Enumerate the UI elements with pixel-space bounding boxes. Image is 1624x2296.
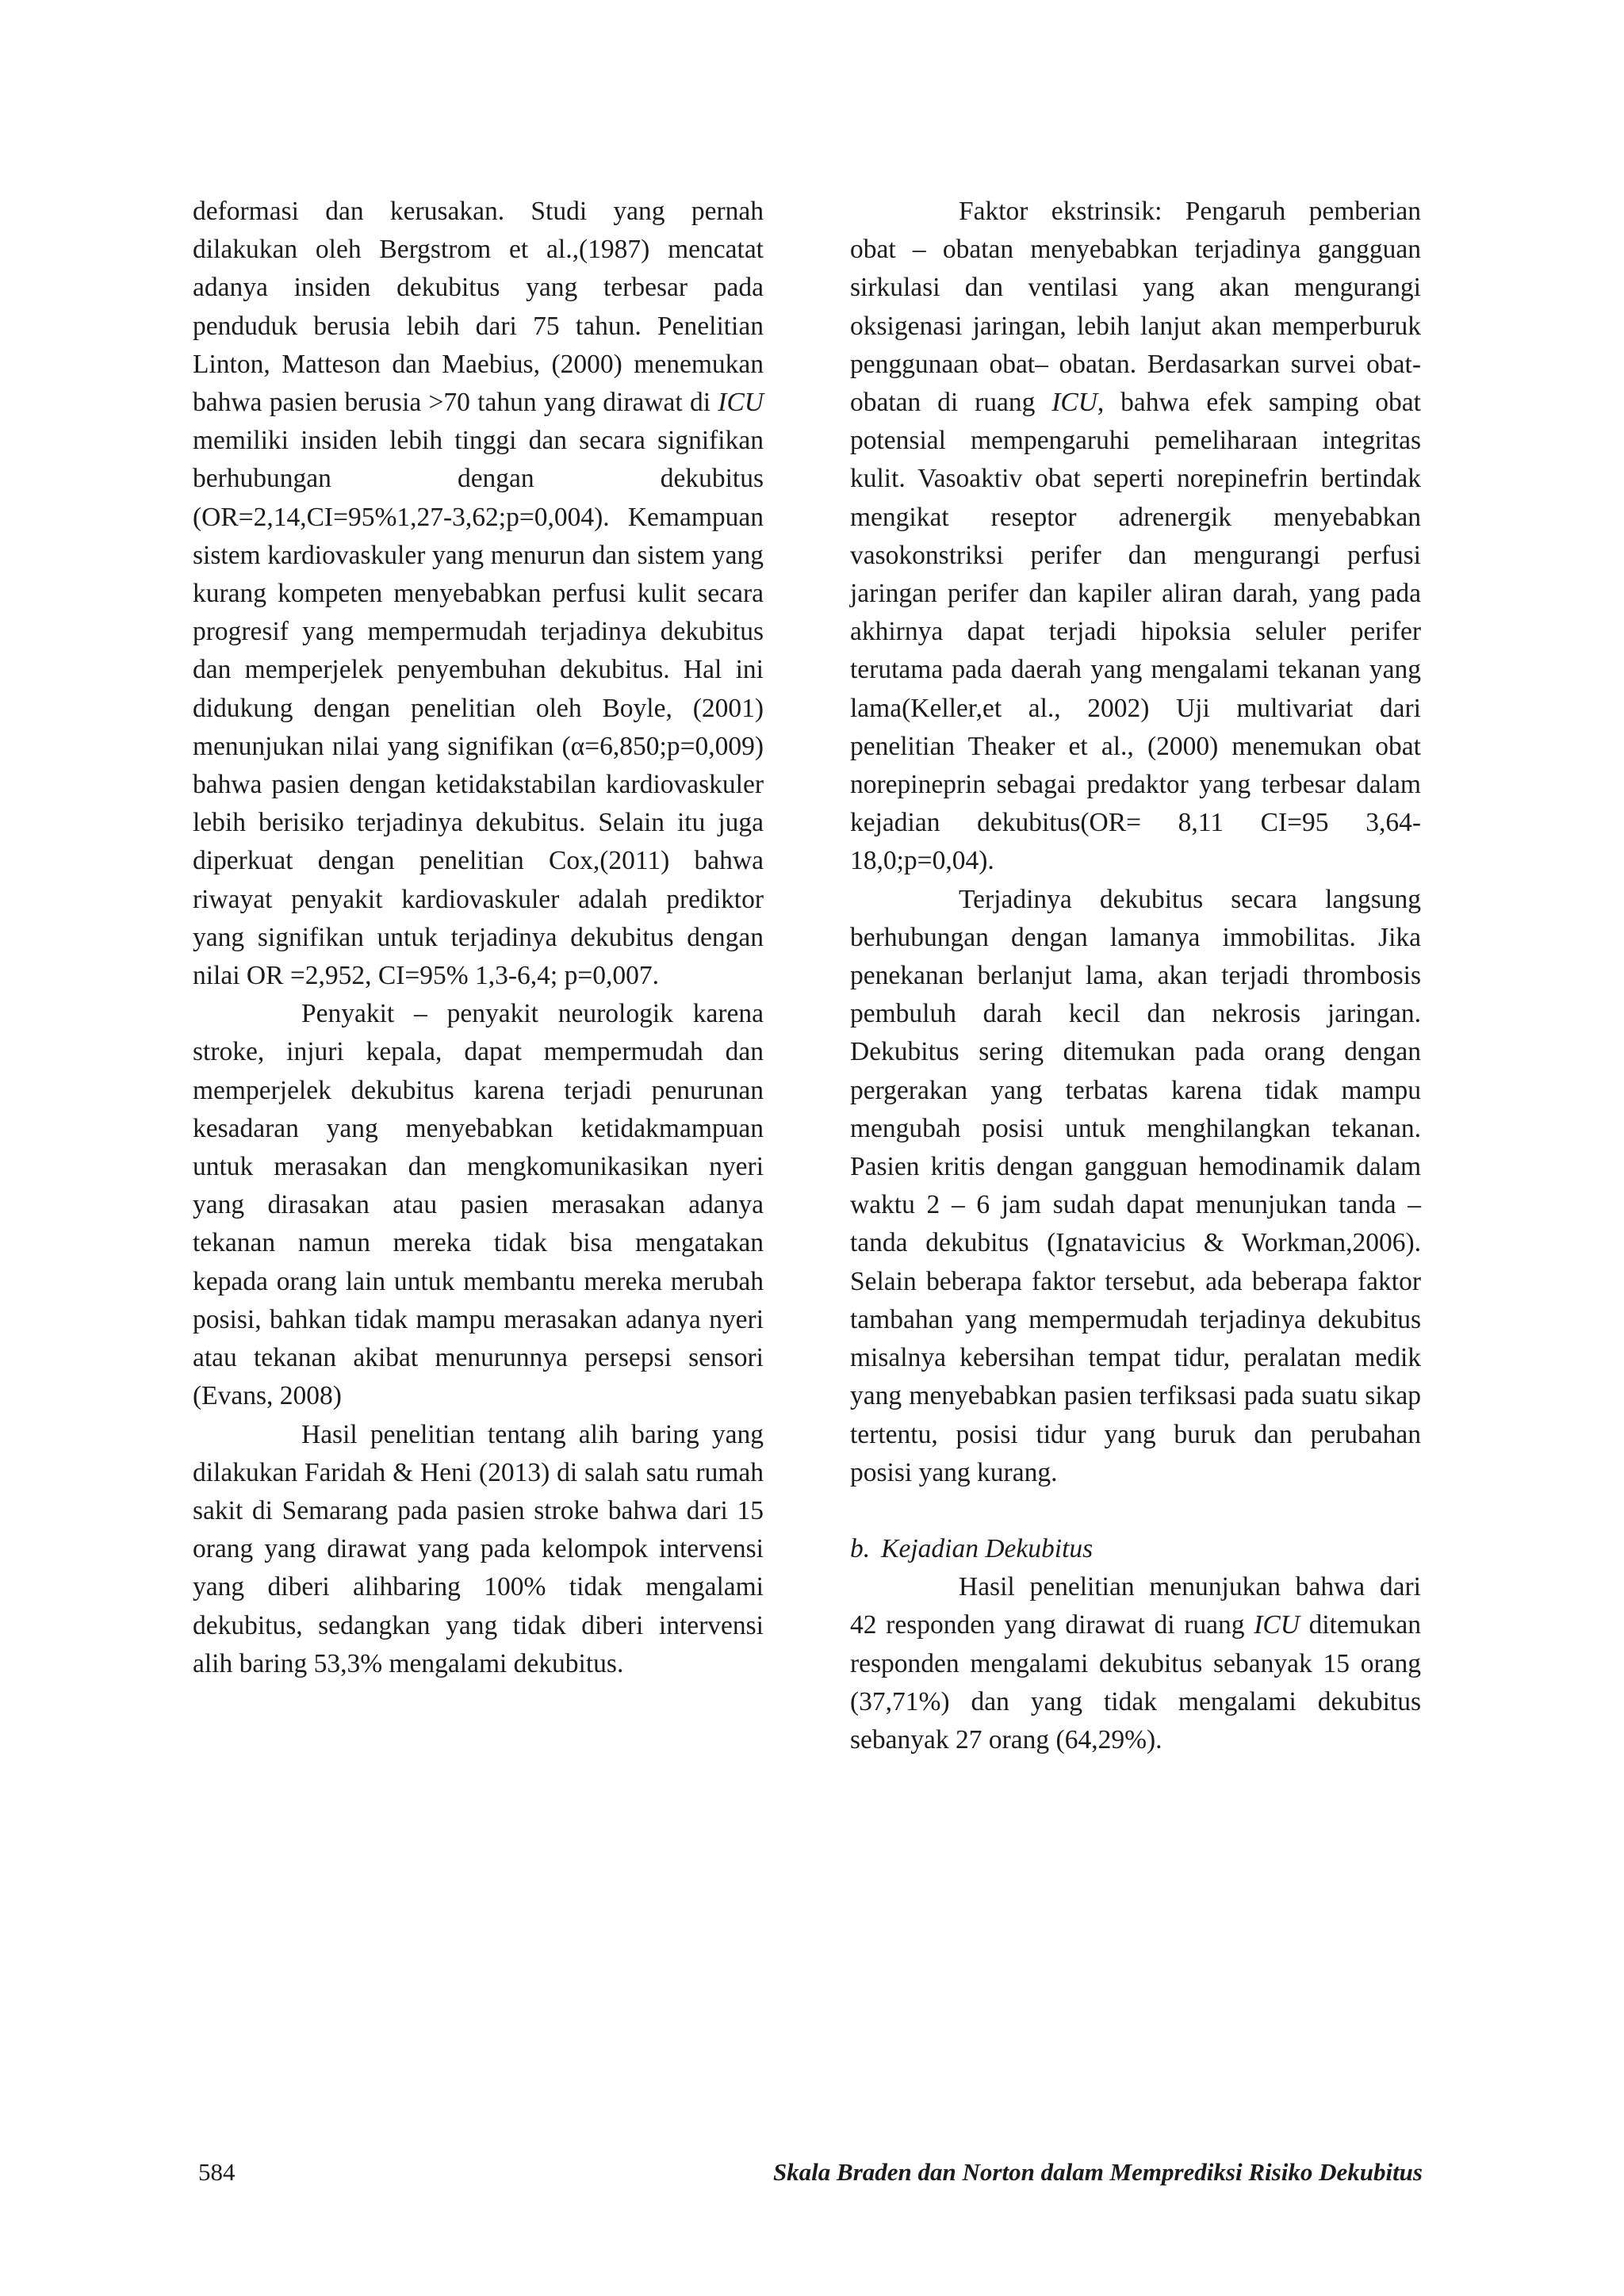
- right-paragraph-3: [850, 1568, 1421, 1759]
- left-paragraph-2: Penyakit – penyakit neurologik karena stroke, injuri kepala, dapat mempermudah dan memperjelek dekubitus karena terjadi penurunan kesadaran yang menyebabkan ketidakmampuan untuk merasakan dan mengkomunikasikan nyeri yang dirasakan atau pasien merasakan adanya tekanan namun mereka tidak bisa mengatakan kepada orang lain untuk membantu mereka merubah posisi, bahkan tidak mampu merasakan adanya nyeri atau tekanan akibat menurunnya persepsi sensori (Evans, 2008): [193, 999, 764, 1411]
- running-title: Skala Braden dan Norton dalam Memprediksi Risiko Dekubitus: [772, 2158, 1423, 2186]
- page-number: 584: [198, 2158, 236, 2186]
- italic-term-icu: ICU: [1254, 1610, 1300, 1640]
- text-run: ditemukan responden mengalami dekubitus sebanyak 15 orang (37,71%) dan yang tidak mengalami dekubitus sebanyak 27 orang (64,29%).: [850, 1610, 1421, 1755]
- italic-term-icu: ICU: [718, 388, 764, 418]
- text-run: Hasil penelitian menunjukan bahwa dari 42 responden yang dirawat di ruang: [850, 1572, 1421, 1640]
- right-paragraph-1: [850, 193, 1421, 881]
- text-run: , bahwa efek samping obat potensial mempengaruhi pemeliharaan integritas kulit. Vasoaktiv obat seperti norepinefrin bertindak mengikat reseptor adrenergik menyebabkan vasokonstriksi perifer dan mengurangi perfusi jaringan perifer dan kapiler aliran darah, yang pada akhirnya dapat terjadi hipoksia seluler perifer terutama pada daerah yang mengalami tekanan yang lama(Keller,et al., 2002) Uji multivariat dari penelitian Theaker et al., (2000) menemukan obat norepineprin sebagai predaktor yang terbesar dalam kejadian dekubitus(OR= 8,11 CI=95 3,64-18,0;p=0,04).: [850, 388, 1421, 876]
- paragraph-spacer: [850, 1492, 1421, 1530]
- subheading-title: Kejadian Dekubitus: [881, 1533, 1094, 1563]
- italic-term-icu: ICU: [1051, 388, 1097, 418]
- page-footer: [0, 2158, 1624, 2196]
- text-run: memiliki insiden lebih tinggi dan secara signifikan berhubungan dengan dekubitus (OR=2,14,CI=95%1,27-3,62;p=0,004). Kemampuan sistem kardiovaskuler yang menurun dan sistem yang kurang kompeten menyebabkan perfusi kulit secara progresif yang mempermudah terjadinya dekubitus dan memperjelek penyembuhan dekubitus. Hal ini didukung dengan penelitian oleh Boyle, (2001) menunjukan nilai yang signifikan (α=6,850;p=0,009) bahwa pasien dengan ketidakstabilan kardiovaskuler lebih berisiko terjadinya dekubitus. Selain itu juga diperkuat dengan penelitian Cox,(2011) bahwa riwayat penyakit kardiovaskuler adalah prediktor yang signifikan untuk terjadinya dekubitus dengan nilai OR =2,952, CI=95% 1,3-6,4; p=0,007.: [193, 426, 764, 991]
- section-subheading: [850, 1530, 1421, 1568]
- right-paragraph-2: Terjadinya dekubitus secara langsung berhubungan dengan lamanya immobilitas. Jika penekanan berlanjut lama, akan terjadi thrombosis pembuluh darah kecil dan nekrosis jaringan. Dekubitus sering ditemukan pada orang dengan pergerakan yang terbatas karena tidak mampu mengubah posisi untuk menghilangkan tekanan. Pasien kritis dengan gangguan hemodinamik dalam waktu 2 – 6 jam sudah dapat menunjukan tanda – tanda dekubitus (Ignatavicius & Workman,2006). Selain beberapa faktor tersebut, ada beberapa faktor tambahan yang mempermudah terjadinya dekubitus misalnya kebersihan tempat tidur, peralatan medik yang menyebabkan pasien terfiksasi pada suatu sikap tertentu, posisi tidur yang buruk dan perubahan posisi yang kurang.: [850, 884, 1421, 1487]
- right-column: [850, 193, 1421, 1759]
- left-paragraph-1: [193, 193, 764, 995]
- left-column: [193, 193, 764, 1683]
- text-run: deformasi dan kerusakan. Studi yang pernah dilakukan oleh Bergstrom et al.,(1987) mencatat adanya insiden dekubitus yang terbesar pada penduduk berusia lebih dari 75 tahun. Penelitian Linton, Matteson dan Maebius, (2000) menemukan bahwa pasien berusia >70 tahun yang dirawat di: [193, 197, 764, 418]
- subheading-label: b.: [850, 1533, 871, 1563]
- left-paragraph-3: Hasil penelitian tentang alih baring yang dilakukan Faridah & Heni (2013) di salah satu rumah sakit di Semarang pada pasien stroke bahwa dari 15 orang yang dirawat yang pada kelompok intervensi yang diberi alihbaring 100% tidak mengalami dekubitus, sedangkan yang tidak diberi intervensi alih baring 53,3% mengalami dekubitus.: [193, 1419, 764, 1678]
- text-run: Faktor ekstrinsik: Pengaruh pemberian obat – obatan menyebabkan terjadinya gangguan sirkulasi dan ventilasi yang akan mengurangi oksigenasi jaringan, lebih lanjut akan memperburuk penggunaan obat– obatan. Berdasarkan survei obat-obatan di ruang: [850, 197, 1421, 418]
